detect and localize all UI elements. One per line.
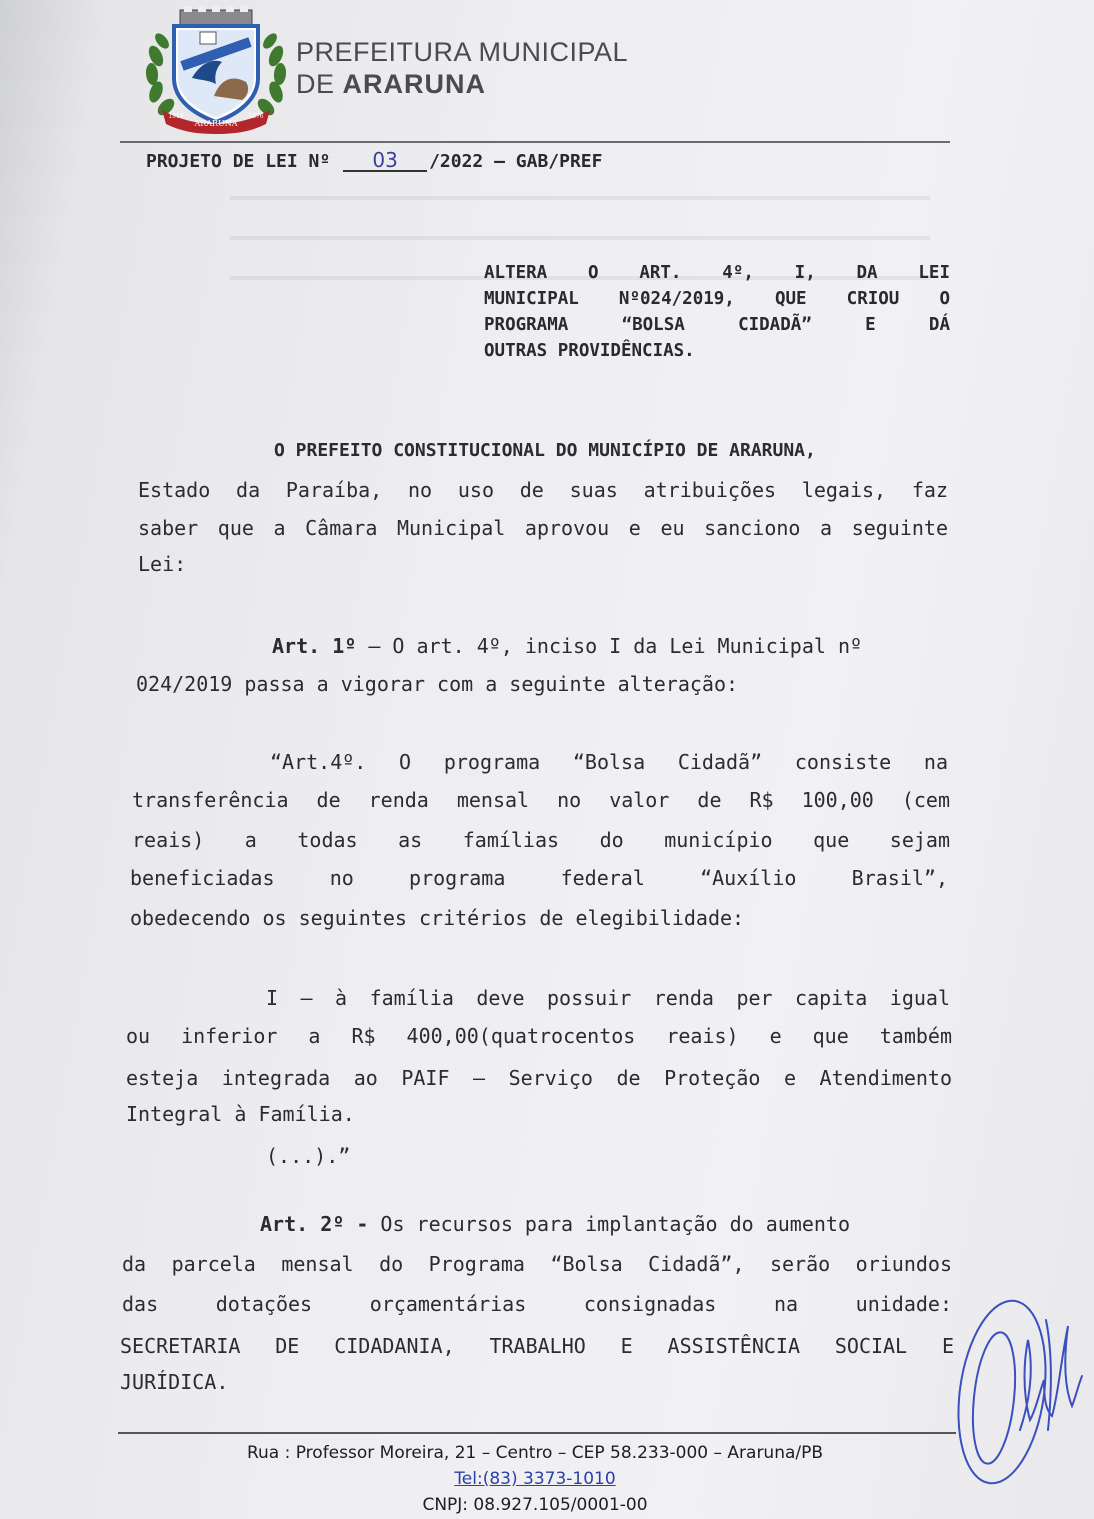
ementa-line-1: ALTERA O ART. 4º, I, DA LEI — [484, 263, 950, 283]
footer-phone-link[interactable]: Tel:(83) 3373-1010 — [454, 1469, 616, 1489]
art1-line-2: 024/2019 passa a vigorar com a seguinte alteração: — [136, 672, 739, 696]
art2-label: Art. 2º - — [260, 1212, 369, 1236]
art1-line-1 — [272, 634, 862, 658]
municipal-crest-logo — [142, 6, 290, 134]
art2-line-5: JURÍDICA. — [120, 1370, 229, 1394]
crest-ribbon-text: ARARUNA — [194, 119, 238, 128]
org-line-2-prefix: DE — [296, 69, 335, 99]
inciso-line-4: Integral à Família. — [126, 1102, 355, 1126]
preamble-line-3: saber que a Câmara Municipal aprovou e eu sanciono a seguinte — [138, 516, 948, 540]
preamble-line-4: Lei: — [138, 552, 187, 576]
quote-line-5: obedecendo os seguintes critérios de elegibilidade: — [130, 906, 745, 930]
inciso-line-2: ou inferior a R$ 400,00(quatrocentos reais) e que também — [126, 1024, 952, 1048]
art2-line-1 — [260, 1212, 850, 1236]
inciso-line-3: esteja integrada ao PAIF – Serviço de Proteção e Atendimento — [126, 1066, 952, 1090]
bill-number-heading — [146, 150, 602, 172]
art2-text-1: Os recursos para implantação do aumento — [368, 1212, 851, 1236]
org-line-2-name: ARARUNA — [342, 69, 487, 99]
bill-prefix: PROJETO DE LEI Nº — [146, 151, 331, 172]
quote-line-1: “Art.4º. O programa “Bolsa Cidadã” consiste na — [270, 750, 948, 774]
quote-line-2: transferência de renda mensal no valor de R$ 100,00 (cem — [132, 788, 950, 812]
preamble-line-2: Estado da Paraíba, no uso de suas atribuições legais, faz — [138, 478, 948, 502]
footer-cnpj: CNPJ: 08.927.105/0001-00 — [422, 1495, 648, 1515]
art1-label: Art. 1º — [272, 634, 357, 658]
ementa-line-4: OUTRAS PROVIDÊNCIAS. — [484, 341, 695, 361]
org-line-1: PREFEITURA MUNICIPAL — [296, 37, 629, 67]
art1-text-1: – O art. 4º, inciso I da Lei Municipal nº — [356, 634, 863, 658]
footer-divider — [118, 1432, 956, 1434]
org-line-2 — [296, 68, 628, 100]
ementa-line-2: MUNICIPAL Nº024/2019, QUE CRIOU O — [484, 289, 950, 309]
art2-line-3: das dotações orçamentárias consignadas na unidade: — [122, 1292, 952, 1316]
art2-line-2: da parcela mensal do Programa “Bolsa Cidadã”, serão oriundos — [122, 1252, 952, 1276]
quote-line-4: beneficiadas no programa federal “Auxílio Brasil”, — [130, 866, 948, 890]
footer-address: Rua : Professor Moreira, 21 – Centro – CEP 58.233-000 – Araruna/PB — [246, 1443, 824, 1463]
inciso-line-5: (...).” — [266, 1144, 351, 1168]
inciso-line-1: I – à família deve possuir renda per capita igual — [266, 986, 950, 1010]
organization-name — [296, 36, 628, 100]
ementa-line-3: PROGRAMA “BOLSA CIDADÃ” E DÁ — [484, 315, 950, 335]
crest-year-left: 1914 — [168, 113, 184, 120]
quote-line-3: reais) a todas as famílias do município que sejam — [132, 828, 950, 852]
bill-suffix: /2022 – GAB/PREF — [429, 151, 603, 172]
art2-line-4: SECRETARIA DE CIDADANIA, TRABALHO E ASSISTÊNCIA SOCIAL E — [120, 1334, 954, 1358]
bill-handwritten-number: 03 — [343, 150, 427, 172]
header-divider — [120, 141, 950, 143]
crest-year-right: 1876 — [248, 113, 264, 120]
preamble-heading: O PREFEITO CONSTITUCIONAL DO MUNICÍPIO DE ARARUNA, — [274, 440, 816, 461]
